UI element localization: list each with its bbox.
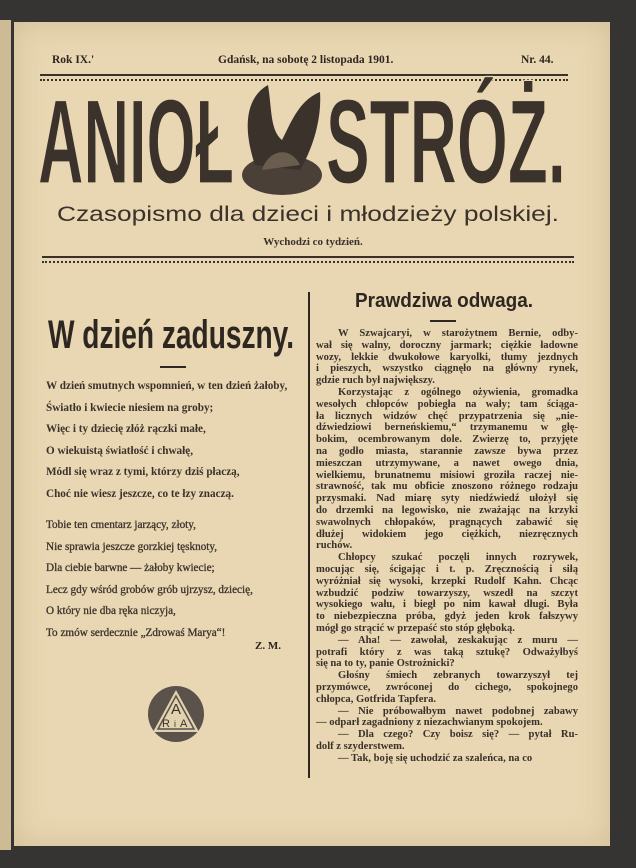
story-line: swawolnych chłopaków, pragnących zabawić się <box>316 516 578 528</box>
volume-label: Rok IX.' <box>52 54 95 66</box>
poem-line: Światło i kwiecie niesiem na groby; <box>46 401 214 414</box>
story-line: gdzie ruch był największy. <box>316 375 435 387</box>
masthead-subtitle: Czasopismo dla dzieci i młodzieży polskiej. <box>57 203 559 226</box>
masthead-title-right: STRÓŻ. <box>326 75 566 209</box>
poem-title <box>40 308 305 358</box>
story-line: wielkiemu, brunatnemu misiowi groziła raczej nie- <box>316 469 578 481</box>
story-line: dźwiedziowi berneńskiemu,“ trzymanemu w głę- <box>316 422 578 434</box>
story-line: ruchów. <box>316 540 353 552</box>
masthead-bottom-rule <box>42 256 574 263</box>
poem-line: Lecz gdy wśród grobów grób ujrzysz, dziecię, <box>46 583 253 596</box>
story-line: Głośny śmiech zebranych towarzyszył tej <box>338 670 578 682</box>
story-line: dłużej widokiem jego ciężkich, niezręcznych <box>316 528 578 540</box>
poem-stanza-2 <box>46 519 306 648</box>
poem-line: Choć nie wiesz jeszcze, co te łzy znaczą. <box>46 487 234 500</box>
poem-line: O wiekuistą światłość i chwałę, <box>46 444 193 457</box>
dateline: Gdańsk, na sobotę 2 listopada 1901. <box>218 54 394 66</box>
story-line: przymówce, zwróconej do cichego, spokojnego <box>316 681 578 693</box>
poem-line: O który nie dba ręka niczyja, <box>46 605 176 617</box>
story-line: — Aha! — zawołał, zeskakując z muru — <box>338 634 578 646</box>
poem-line: Dla ciebie barwne — żałoby kwiecie; <box>46 562 215 574</box>
story-line: Korzystając z ogólnego ożywienia, gromadka <box>338 386 578 398</box>
story-line: mógł go strącić w przepaść sto stóp głęboką. <box>316 622 515 634</box>
story-body <box>316 328 578 764</box>
masthead-title-left: ANIOŁ <box>38 75 234 209</box>
story-line: potrafi który z was taką sztukę? Odważyłbyś <box>316 646 578 658</box>
poem-line: Nie sprawia jeszcze gorzkiej tęsknoty, <box>46 540 218 553</box>
poem-title-rule <box>160 366 186 368</box>
poem-line: W dzień smutnych wspomnień, w ten dzień żałoby, <box>46 380 288 392</box>
column-divider <box>308 292 310 778</box>
story-line: i pieszych, wszystko ciągnęło na główny rynek, <box>316 363 578 375</box>
story-title <box>350 286 540 314</box>
story-line: mieszczan utrzymywane, a nawet owego dnia, <box>316 457 578 469</box>
story-line: strawność, tak mu obficie znoszono różnego rodzaju <box>316 481 578 493</box>
story-line: wzbudzić podziw towarzyszy, wszedł na szczyt <box>316 587 578 599</box>
story-title-rule <box>430 320 456 322</box>
story-line: przysmaki. Nad miarę syty niedźwiedź ułożył się <box>316 493 578 505</box>
publication-frequency: Wychodzi co tydzień. <box>263 236 363 248</box>
story-line: wysokiego wału, i biegł po nim kawał długi. Była <box>316 599 578 611</box>
story-line: chłopca, Gotfrida Tapfera. <box>316 693 437 705</box>
story-line: wozy, lekkie dwukołowe karyolki, tłumy jezdnych <box>316 351 578 363</box>
story-line: wyróżniał się wysoki, krzepki Rudolf Kahn. Chcąc <box>316 575 578 587</box>
story-line: ła licznych widzów chęć przypatrzenia się „nie- <box>316 410 578 422</box>
story-line: mocując się, ścigając i t. p. Zręcznością i siłą <box>316 563 578 575</box>
story-line: W Szwajcaryi, w starożytnem Bernie, odby- <box>338 328 578 339</box>
poem-line: Więc i ty dziecię złóż rączki małe, <box>46 423 206 435</box>
emblem-letters: A R i A <box>162 701 188 730</box>
story-line: się na to ty, panie Ostrożnicki? <box>316 658 455 670</box>
poem-line: Módl się wraz z tymi, którzy dziś płaczą, <box>46 466 240 478</box>
aria-emblem <box>146 684 206 744</box>
story-line: — Dla czego? Czy boisz się? — pytał Ru- <box>338 729 578 741</box>
story-line: bokim, ocembrowanym dole. Zwierzę to, przyjęte <box>316 434 578 446</box>
svg-text:Prawdziwa odwaga.: Prawdziwa odwaga. <box>355 290 533 312</box>
story-line: to niebezpieczna próba, gdyż jeden krok fałszywy <box>316 611 578 623</box>
story-line: wał się walny, doroczny jarmark; ciężkie ładowne <box>316 339 578 351</box>
story-line: do drzemki na legowisko, nie zważając na krzyki <box>316 504 578 516</box>
story-line: — Nie próbowałbym nawet podobnej zabawy <box>338 705 578 717</box>
poem-stanza-1 <box>46 380 306 509</box>
story-line: — odparł zagadniony z niezachwianym spokojem. <box>316 717 543 729</box>
story-line: Chłopcy szukać poczęli innych rozrywek, <box>338 552 578 564</box>
svg-text:W dzień zaduszny.: W dzień zaduszny. <box>48 313 294 357</box>
angel-emblem-icon <box>242 85 322 195</box>
story-line: dolf z szyderstwem. <box>316 740 405 752</box>
poem-line: Tobie ten cmentarz jarzący, złoty, <box>46 519 196 531</box>
poem-line: To zmów serdecznie „Zdrowaś Marya“! <box>46 626 226 639</box>
story-line: na godło miasta, starannie zawsze bywa przez <box>316 445 578 457</box>
issue-number: Nr. 44. <box>521 54 554 66</box>
story-line: — Tak, boję się uchodzić za szaleńca, na co <box>338 752 533 764</box>
poem-signature: Z. M. <box>255 640 281 652</box>
story-line: wesołych chłopców pobiegła na wały; tam ściąga- <box>316 398 578 410</box>
masthead <box>0 0 636 270</box>
